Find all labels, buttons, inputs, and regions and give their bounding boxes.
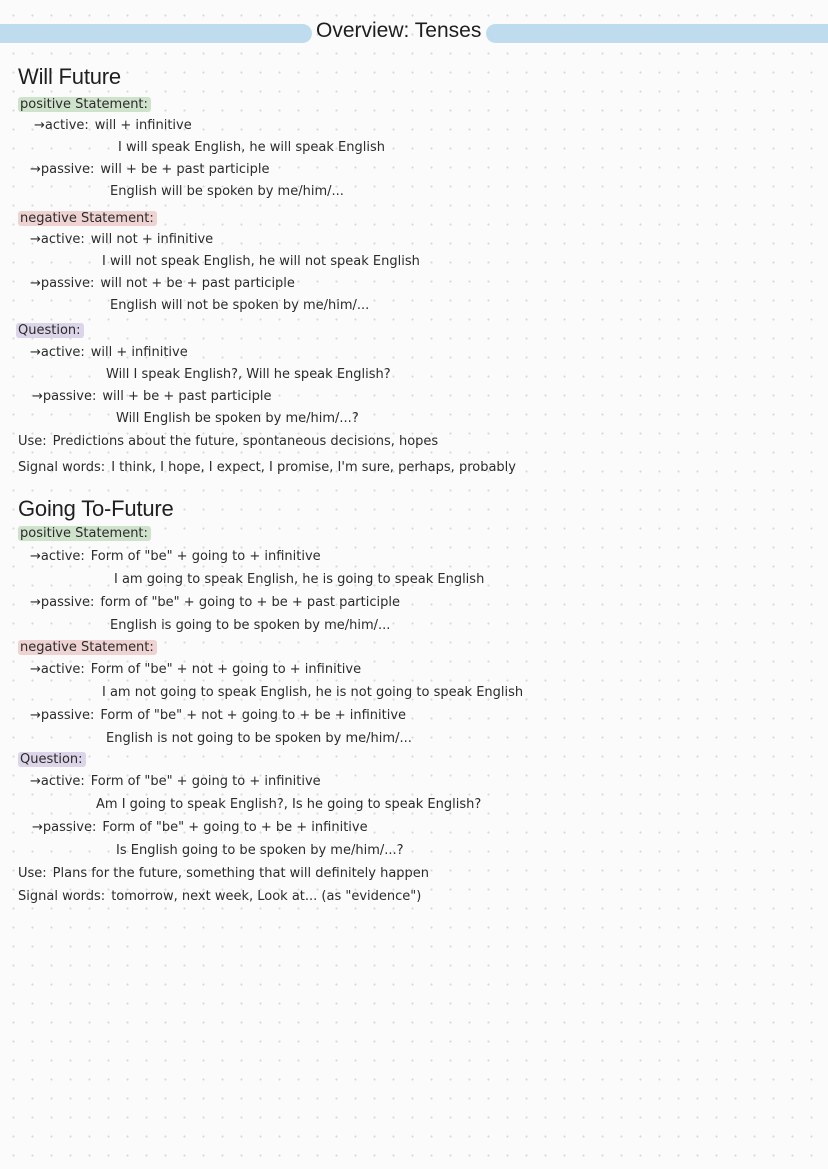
will-neg-passive-example: English will not be spoken by me/him/...: [110, 298, 370, 313]
going-neg-active-example: I am not going to speak English, he is not going to speak English: [102, 685, 524, 700]
going-pos-passive-key: →passive:: [30, 595, 95, 610]
page-title: Overview: Tenses: [316, 19, 482, 42]
will-use-line: [18, 434, 438, 449]
will-pos-active-example: I will speak English, he will speak English: [118, 140, 385, 155]
going-signal-text: tomorrow, next week, Look at... (as "evidence"): [111, 889, 422, 904]
going-use-key: Use:: [18, 866, 47, 881]
going-question-label: Question:: [18, 752, 86, 767]
will-future-heading: Will Future: [18, 64, 121, 89]
going-pos-passive-rule: form of "be" + going to + be + past participle: [100, 595, 400, 610]
will-pos-active-key: →active:: [34, 118, 89, 133]
will-question-label: Question:: [16, 323, 84, 338]
going-q-active-example: Am I going to speak English?, Is he going to speak English?: [96, 797, 482, 812]
going-neg-passive-line: [30, 708, 406, 723]
will-neg-active-key: →active:: [30, 232, 85, 247]
will-q-active-key: →active:: [30, 345, 85, 360]
going-pos-active-key: →active:: [30, 549, 85, 564]
going-neg-passive-key: →passive:: [30, 708, 95, 723]
going-pos-passive-example: English is going to be spoken by me/him/...: [110, 618, 391, 633]
going-negative-label: negative Statement:: [18, 640, 157, 655]
going-q-active-rule: Form of "be" + going to + infinitive: [90, 774, 321, 789]
will-pos-passive-example: English will be spoken by me/him/...: [110, 184, 344, 199]
going-pos-active-rule: Form of "be" + going to + infinitive: [90, 549, 321, 564]
will-q-active-rule: will + infinitive: [90, 345, 188, 360]
going-neg-passive-example: English is not going to be spoken by me/him/...: [106, 731, 412, 746]
will-neg-passive-line: [30, 276, 295, 291]
will-q-passive-rule: will + be + past participle: [102, 389, 272, 404]
going-positive-label: positive Statement:: [18, 526, 151, 541]
will-q-passive-key: →passive:: [32, 389, 97, 404]
going-q-passive-rule: Form of "be" + going to + be + infinitive: [102, 820, 368, 835]
will-signal-text: I think, I hope, I expect, I promise, I'm sure, perhaps, probably: [111, 460, 516, 475]
will-neg-active-example: I will not speak English, he will not speak English: [102, 254, 420, 269]
going-q-passive-example: Is English going to be spoken by me/him/...?: [116, 843, 404, 858]
title-highlight-left: [0, 24, 312, 43]
going-pos-active-line: [30, 549, 321, 564]
will-neg-passive-key: →passive:: [30, 276, 95, 291]
will-positive-label: positive Statement:: [18, 97, 151, 112]
title-highlight-right: [486, 24, 828, 43]
going-q-passive-key: →passive:: [32, 820, 97, 835]
going-neg-active-key: →active:: [30, 662, 85, 677]
going-signal-key: Signal words:: [18, 889, 106, 904]
going-neg-active-line: [30, 662, 361, 677]
will-pos-active-line: [34, 118, 192, 133]
going-q-active-key: →active:: [30, 774, 85, 789]
will-pos-passive-key: →passive:: [30, 162, 95, 177]
will-q-active-example: Will I speak English?, Will he speak English?: [106, 367, 391, 382]
will-pos-passive-rule: will + be + past participle: [100, 162, 270, 177]
will-pos-active-rule: will + infinitive: [94, 118, 192, 133]
will-use-text: Predictions about the future, spontaneous decisions, hopes: [52, 434, 439, 449]
will-use-key: Use:: [18, 434, 47, 449]
going-use-line: [18, 866, 429, 881]
will-q-active-line: [30, 345, 188, 360]
will-neg-passive-rule: will not + be + past participle: [100, 276, 295, 291]
going-neg-passive-rule: Form of "be" + not + going to + be + infinitive: [100, 708, 407, 723]
will-pos-passive-line: [30, 162, 270, 177]
will-neg-active-line: [30, 232, 213, 247]
going-neg-active-rule: Form of "be" + not + going to + infinitive: [90, 662, 362, 677]
will-q-passive-line: [32, 389, 272, 404]
going-to-future-heading: Going To-Future: [18, 496, 174, 521]
will-signal-key: Signal words:: [18, 460, 106, 475]
will-negative-label: negative Statement:: [18, 211, 157, 226]
going-q-passive-line: [32, 820, 368, 835]
will-q-passive-example: Will English be spoken by me/him/...?: [116, 411, 359, 426]
going-use-text: Plans for the future, something that will definitely happen: [52, 866, 430, 881]
title-bar: [0, 19, 828, 43]
going-signal-line: [18, 889, 421, 904]
going-pos-passive-line: [30, 595, 400, 610]
will-neg-active-rule: will not + infinitive: [90, 232, 214, 247]
going-pos-active-example: I am going to speak English, he is going to speak English: [114, 572, 485, 587]
will-signal-line: [18, 460, 516, 475]
going-q-active-line: [30, 774, 321, 789]
